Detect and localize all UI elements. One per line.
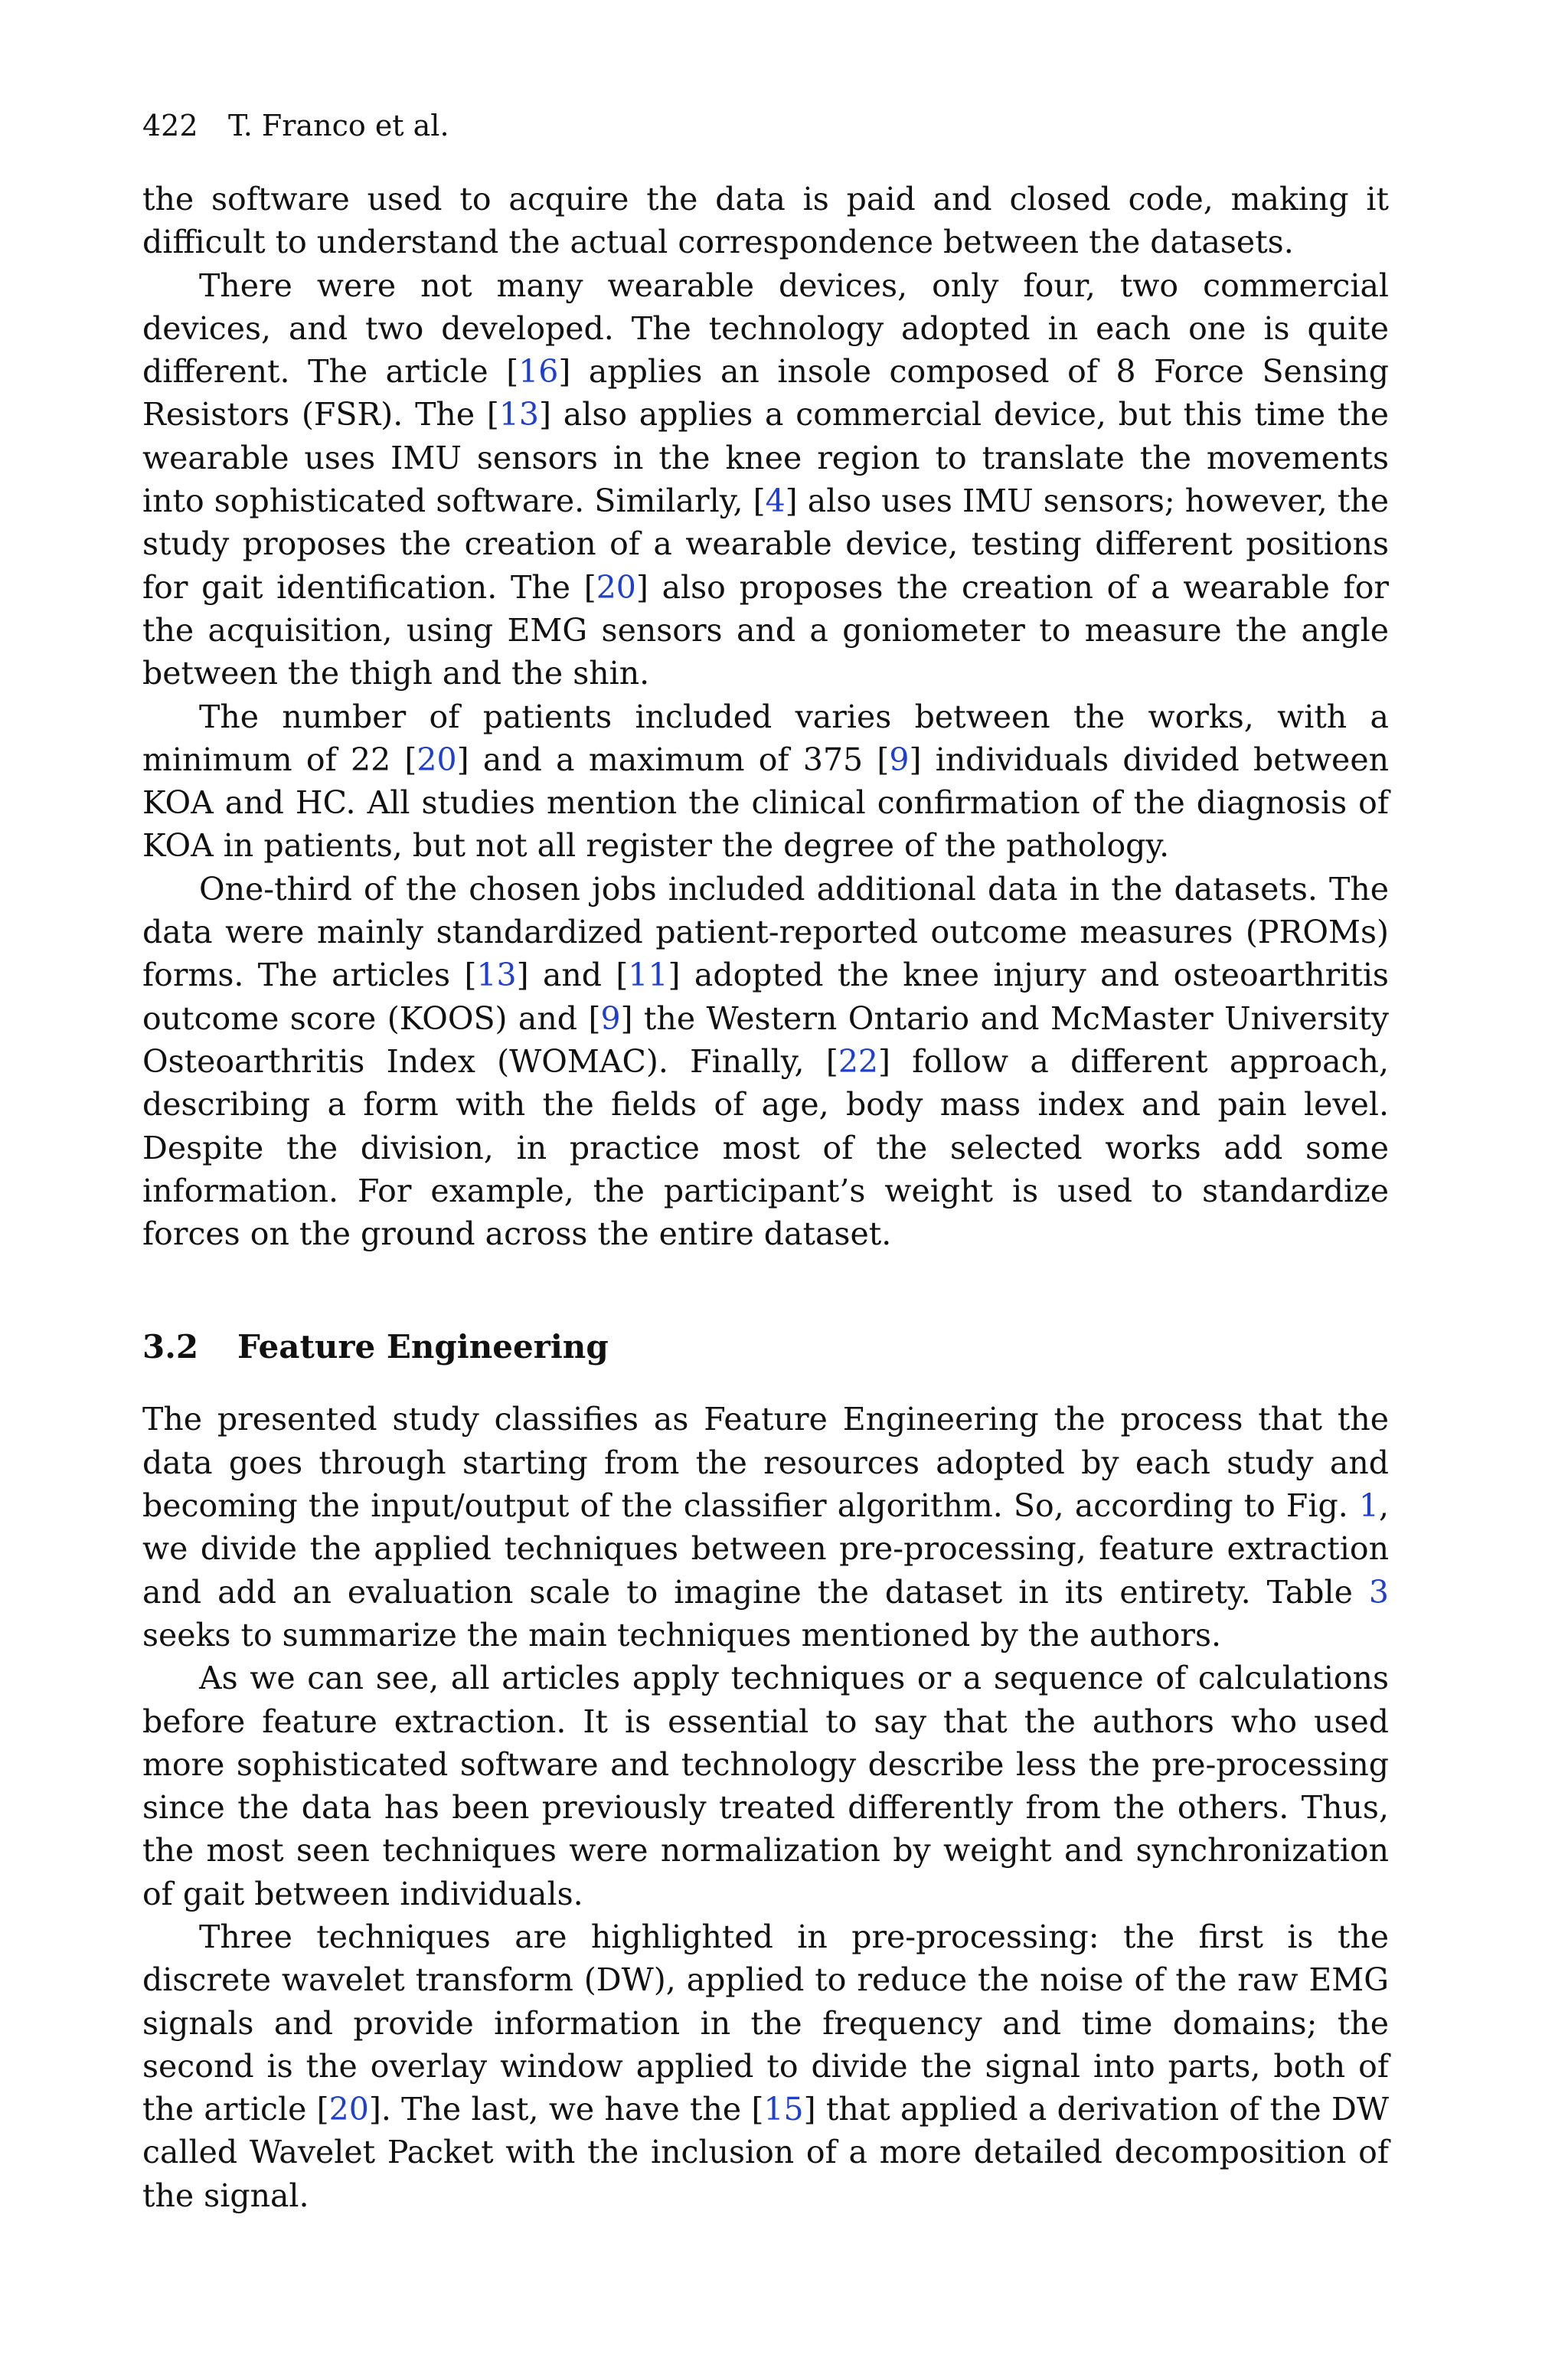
citation-link[interactable]: 20: [596, 568, 636, 606]
citation-link[interactable]: 20: [328, 2091, 369, 2128]
text-run: One-third of the chosen jobs included additional data in the datasets. The data were mainly standardized patient-reported outcome measures (PROMs) forms. The articles: [142, 870, 1389, 994]
citation-link[interactable]: 9: [600, 999, 621, 1037]
citation-link[interactable]: 9: [889, 741, 910, 778]
text-run: The presented study classifies as Feature Engineering the process that the data goes through starting from the resources adopted by each study and becoming the input/output of the classifier algorithm. So, according to Fig.: [142, 1401, 1389, 1525]
citation-link[interactable]: 4: [765, 482, 786, 520]
text-run: and a maximum of 375: [469, 741, 877, 778]
citation-link[interactable]: 1: [1358, 1487, 1379, 1525]
citation-link[interactable]: 22: [838, 1042, 878, 1080]
section-title: Feature Engineering: [237, 1328, 609, 1366]
body-text: [142, 178, 1389, 1255]
citation-link[interactable]: 13: [498, 396, 540, 433]
text-run: applies an insole composed of 8 Force Sensing Resistors (FSR). The: [142, 353, 1389, 433]
text-run: the software used to acquire the data is paid and closed code, making it difficult to understand the actual correspondence between the datasets.: [142, 181, 1389, 261]
text-run: individuals divided between KOA and HC. All studies mention the clinical confirmation of the diagnosis of KOA in patients, but not all register the degree of the pathology.: [142, 741, 1389, 865]
paragraph-preprocessing: [142, 1657, 1389, 1915]
section-body-text: [142, 1398, 1389, 2217]
paragraph-wearable-devices: There were not many wearable devices, only four, two commercial devices, and two developed. The technology adopted in each one is quite different. The article [16] applies an insole composed of 8 Force Sensing Resistors (FSR). The [13] also applies a commercial device, but this time the wearable uses IMU sensors in the knee region to translate the movements into sophisticated software. Similarly, [4] also uses IMU sensors; however, the study proposes the creation of a wearable device, testing different positions for gait identification. The [20] also proposes the creation of a wearable for the acquisition, using EMG sensors and a goniometer to measure the angle between the thigh and the shin.: [142, 267, 1390, 692]
text-run: There were not many wearable devices, only four, two commercial devices, and two developed. The technology adopted in each one is quite different. The article: [142, 267, 1389, 391]
running-head-authors: T. Franco et al.: [228, 109, 449, 142]
citation-link[interactable]: 3: [1368, 1573, 1389, 1611]
text-run: and: [528, 957, 616, 994]
citation-link[interactable]: 11: [628, 957, 668, 994]
text-run: also applies a commercial device, but this time the wearable uses IMU sensors in the knee region to translate the movements into sophisticated software. Similarly,: [142, 396, 1389, 520]
text-run: seeks to summarize the main techniques mentioned by the authors.: [142, 1616, 1222, 1653]
paragraph-feature-engineering-intro: [142, 1398, 1389, 1657]
paragraph-patients: The number of patients included varies between the works, with a minimum of 22 [20] and a maximum of 375 [9] individuals divided between KOA and HC. All studies mention the clinical confirmation of the diagnosis of KOA in patients, but not all register the degree of the pathology.: [142, 698, 1389, 865]
page: [142, 107, 1389, 2217]
text-run: follow a different approach, describing a form with the fields of age, body mass index and pain level. Despite the division, in practice most of the selected works add some information. For example, the participant’s weight is used to standardize forces on the ground across the entire dataset.: [142, 1042, 1389, 1253]
page-number: 422: [142, 109, 198, 142]
text-run: adopted the knee injury and osteoarthritis outcome score (KOOS) and: [142, 957, 1389, 1037]
text-run: . The last, we have the: [381, 2091, 752, 2128]
running-head: [142, 107, 1389, 144]
citation-link[interactable]: 20: [416, 741, 457, 778]
citation-link[interactable]: 16: [518, 353, 559, 391]
text-run: As we can see, all articles apply techniques or a sequence of calculations before feature extraction. It is essential to say that the authors who used more sophisticated software and technology describe less the pre-processing since the data has been previously treated differently from the others. Thus, the most seen techniques were normalization by weight and synchronization of gait between individuals.: [142, 1660, 1389, 1912]
citation-link[interactable]: 13: [476, 957, 517, 994]
text-run: the Western Ontario and McMaster University Osteoarthritis Index (WOMAC). Finally,: [142, 999, 1389, 1080]
section-heading: [142, 1326, 1389, 1369]
section-number: 3.2: [142, 1328, 199, 1366]
citation-link[interactable]: 15: [763, 2091, 804, 2128]
text-run: The number of patients included varies between the works, with a minimum of 22: [142, 698, 1389, 778]
text-run: also uses IMU sensors; however, the study proposes the creation of a wearable device, testing different positions for gait identification. The: [142, 482, 1390, 606]
paragraph-three-techniques: Three techniques are highlighted in pre-processing: the first is the discrete wavelet transform (DW), applied to reduce the noise of the raw EMG signals and provide information in the frequency and time domains; the second is the overlay window applied to divide the signal into parts, both of the article [20]. The last, we have the [15] that applied a derivation of the DW called Wavelet Packet with the inclusion of a more detailed decomposition of the signal.: [142, 1918, 1389, 2214]
text-run: Three techniques are highlighted in pre-processing: the first is the discrete wavelet transform (DW), applied to reduce the noise of the raw EMG signals and provide information in the frequency and time domains; the second is the overlay window applied to divide the signal into parts, both of the article: [142, 1918, 1389, 2128]
paragraph-additional-data: One-third of the chosen jobs included additional data in the datasets. The data were mainly standardized patient-reported outcome measures (PROMs) forms. The articles [13] and [11] adopted the knee injury and osteoarthritis outcome score (KOOS) and [9] the Western Ontario and McMaster University Osteoarthritis Index (WOMAC). Finally, [22] follow a different approach, describing a form with the fields of age, body mass index and pain level. Despite the division, in practice most of the selected works add some information. For example, the participant’s weight is used to standardize forces on the ground across the entire dataset.: [142, 870, 1389, 1253]
text-run: that applied a derivation of the DW called Wavelet Packet with the inclusion of a more detailed decomposition of the signal.: [142, 2091, 1389, 2214]
text-run: , we divide the applied techniques between pre-processing, feature extraction and add an evaluation scale to imagine the dataset in its entirety. Table: [142, 1487, 1389, 1611]
text-run: also proposes the creation of a wearable for the acquisition, using EMG sensors and a goniometer to measure the angle between the thigh and the shin.: [142, 568, 1390, 692]
paragraph-software: [142, 178, 1389, 264]
